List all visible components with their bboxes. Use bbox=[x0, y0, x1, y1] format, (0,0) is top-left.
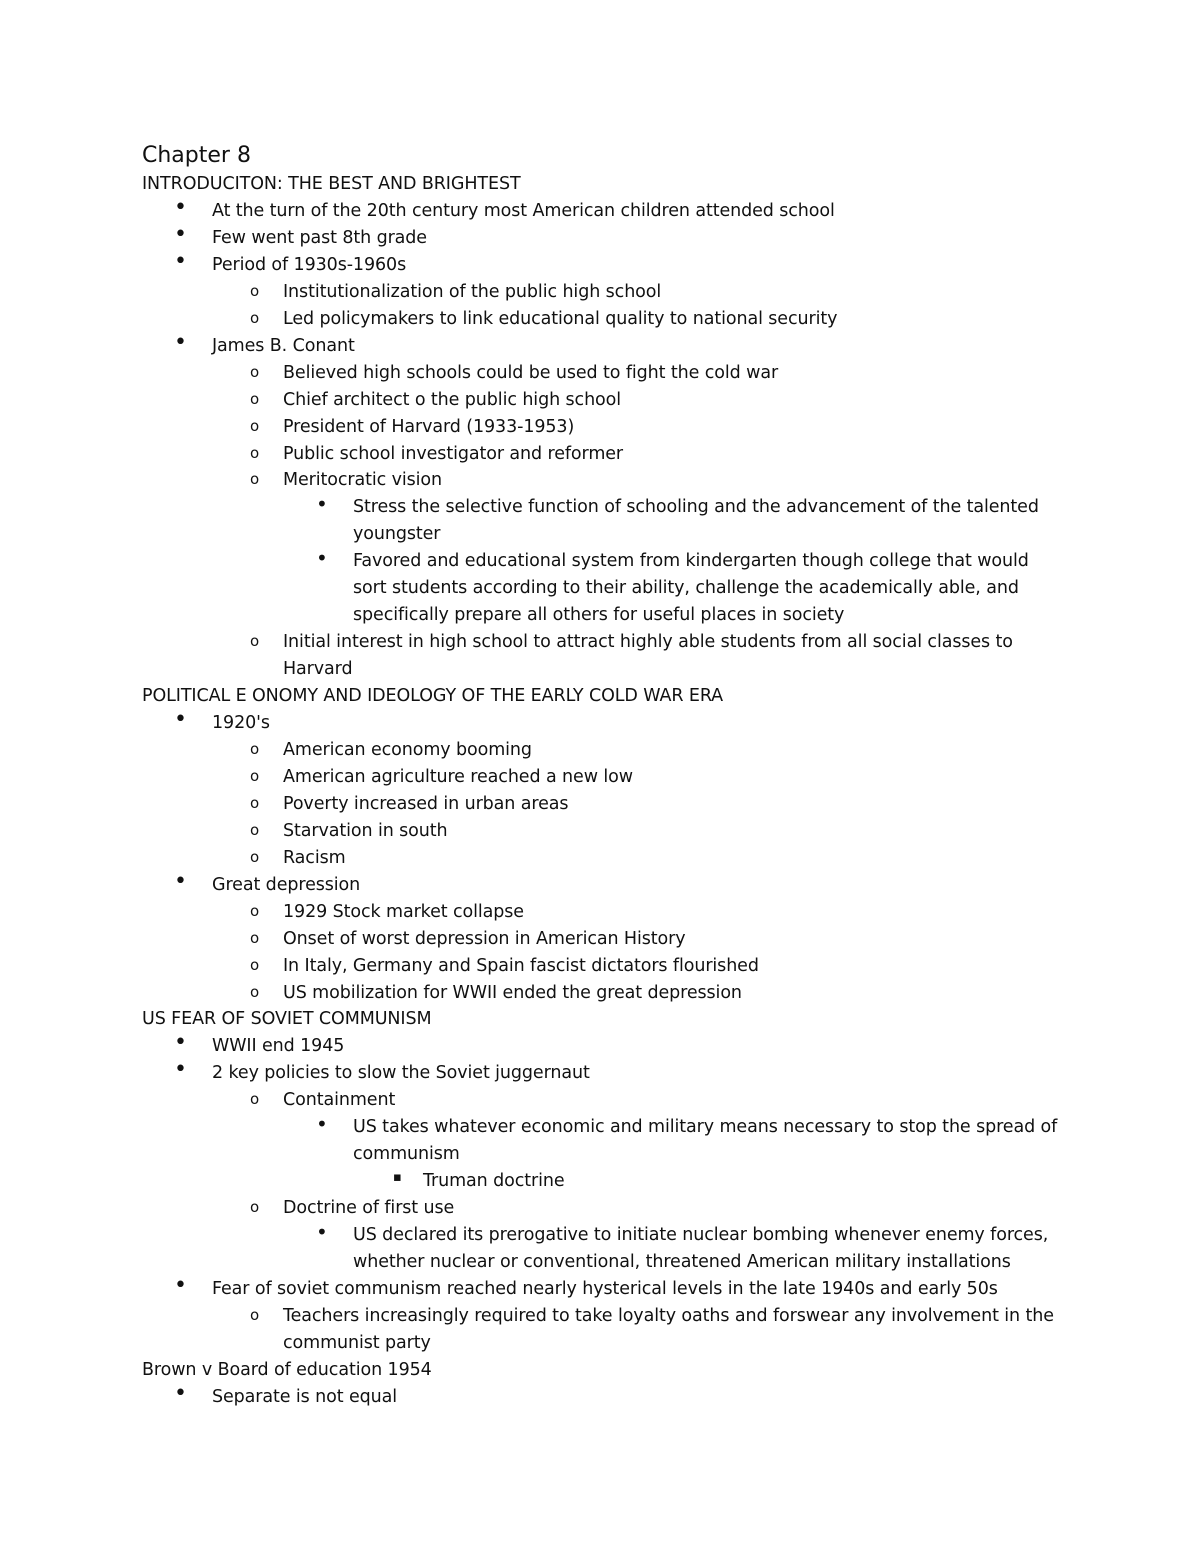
circle-marker: o bbox=[250, 632, 260, 651]
list-item-text: Harvard bbox=[283, 659, 353, 680]
circle-marker: o bbox=[250, 793, 260, 812]
list-item-text: Period of 1930s-1960s bbox=[212, 254, 407, 275]
circle-marker: o bbox=[250, 955, 260, 974]
list-item-text: sort students according to their ability, challenge the academically able, and bbox=[353, 578, 1019, 599]
circle-marker: o bbox=[250, 470, 260, 489]
list-item-text: Truman doctrine bbox=[423, 1171, 565, 1192]
circle-marker: o bbox=[250, 820, 260, 839]
bullet-marker: • bbox=[174, 194, 187, 220]
list-item-text: Initial interest in high school to attract highly able students from all social classes to bbox=[283, 632, 1013, 653]
bullet-marker: • bbox=[316, 492, 328, 517]
list-item-text: Starvation in south bbox=[283, 820, 448, 841]
circle-marker: o bbox=[250, 739, 260, 758]
circle-marker: o bbox=[250, 389, 260, 408]
bullet-marker: • bbox=[174, 1057, 187, 1083]
list-item-text: Stress the selective function of schooling and the advancement of the talented bbox=[353, 497, 1039, 518]
list-item-text: 1920's bbox=[212, 713, 270, 733]
section-heading: INTRODUCITON: THE BEST AND BRIGHTEST bbox=[142, 174, 521, 194]
list-item-text: Favored and educational system from kindergarten though college that would bbox=[353, 551, 1029, 572]
list-item-text: US mobilization for WWII ended the great depression bbox=[283, 982, 742, 1003]
list-item-text: James B. Conant bbox=[212, 335, 355, 356]
circle-marker: o bbox=[250, 308, 260, 327]
list-item-text: Racism bbox=[283, 847, 346, 868]
circle-marker: o bbox=[250, 1090, 260, 1109]
list-item-text: American agriculture reached a new low bbox=[283, 766, 633, 787]
circle-marker: o bbox=[250, 847, 260, 866]
section-heading: US FEAR OF SOVIET COMMUNISM bbox=[142, 1009, 432, 1030]
section-heading: Brown v Board of education 1954 bbox=[142, 1359, 432, 1380]
list-item-text: In Italy, Germany and Spain fascist dictators flourished bbox=[283, 955, 759, 976]
list-item-text: whether nuclear or conventional, threatened American military installations bbox=[353, 1252, 1011, 1272]
list-item-text: Containment bbox=[283, 1090, 396, 1111]
circle-marker: o bbox=[250, 281, 260, 300]
list-item-text: Doctrine of first use bbox=[283, 1198, 455, 1219]
circle-marker: o bbox=[250, 928, 260, 947]
bullet-marker: • bbox=[316, 1112, 328, 1137]
bullet-marker: • bbox=[174, 868, 187, 894]
list-item-text: Teachers increasingly required to take loyalty oaths and forswear any involvement in the bbox=[283, 1305, 1054, 1326]
circle-marker: o bbox=[250, 1198, 260, 1217]
list-item-text: US takes whatever economic and military means necessary to stop the spread of bbox=[353, 1117, 1058, 1138]
bullet-marker: • bbox=[316, 546, 328, 571]
list-item-text: Poverty increased in urban areas bbox=[283, 793, 569, 814]
bullet-marker: • bbox=[174, 1380, 187, 1406]
list-item-text: specifically prepare all others for useful places in society bbox=[353, 605, 845, 626]
circle-marker: o bbox=[250, 362, 260, 381]
list-item-text: communism bbox=[353, 1144, 460, 1165]
circle-marker: o bbox=[250, 982, 260, 1001]
bullet-marker: • bbox=[316, 1220, 328, 1245]
list-item-text: Led policymakers to link educational quality to national security bbox=[283, 308, 838, 329]
list-item-text: Public school investigator and reformer bbox=[283, 443, 624, 464]
list-item-text: Separate is not equal bbox=[212, 1386, 398, 1407]
list-item-text: Believed high schools could be used to fight the cold war bbox=[283, 362, 779, 383]
circle-marker: o bbox=[250, 443, 260, 462]
list-item-text: Onset of worst depression in American History bbox=[283, 928, 686, 949]
list-item-text: 1929 Stock market collapse bbox=[283, 901, 524, 922]
list-item-text: WWII end 1945 bbox=[212, 1036, 345, 1057]
bullet-marker: • bbox=[174, 1272, 187, 1298]
list-item-text: Fear of soviet communism reached nearly hysterical levels in the late 1940s and early 50s bbox=[212, 1278, 998, 1299]
circle-marker: o bbox=[250, 766, 260, 785]
list-item-text: Institutionalization of the public high school bbox=[283, 281, 662, 302]
list-item-text: 2 key policies to slow the Soviet juggernaut bbox=[212, 1063, 590, 1084]
list-item-text: At the turn of the 20th century most American children attended school bbox=[212, 200, 835, 221]
bullet-marker: • bbox=[174, 1030, 187, 1056]
bullet-marker: • bbox=[174, 248, 187, 274]
list-item-text: communist party bbox=[283, 1332, 431, 1353]
list-item-text: Great depression bbox=[212, 874, 361, 895]
list-item-text: youngster bbox=[353, 524, 441, 545]
circle-marker: o bbox=[250, 416, 260, 435]
bullet-marker: • bbox=[174, 329, 187, 355]
list-item-text: Meritocratic vision bbox=[283, 470, 443, 491]
square-marker: ▪ bbox=[393, 1170, 402, 1186]
bullet-marker: • bbox=[174, 221, 187, 247]
list-item-text: US declared its prerogative to initiate nuclear bombing whenever enemy forces, bbox=[353, 1225, 1049, 1246]
circle-marker: o bbox=[250, 1305, 260, 1324]
circle-marker: o bbox=[250, 901, 260, 920]
list-item-text: President of Harvard (1933-1953) bbox=[283, 416, 575, 437]
list-item-text: Few went past 8th grade bbox=[212, 227, 427, 248]
bullet-marker: • bbox=[174, 707, 187, 732]
list-item-text: Chief architect o the public high school bbox=[283, 389, 622, 410]
chapter-title: Chapter 8 bbox=[142, 143, 251, 168]
section-heading: POLITICAL E ONOMY AND IDEOLOGY OF THE EARLY COLD WAR ERA bbox=[142, 686, 724, 707]
list-item-text: American economy booming bbox=[283, 739, 532, 760]
